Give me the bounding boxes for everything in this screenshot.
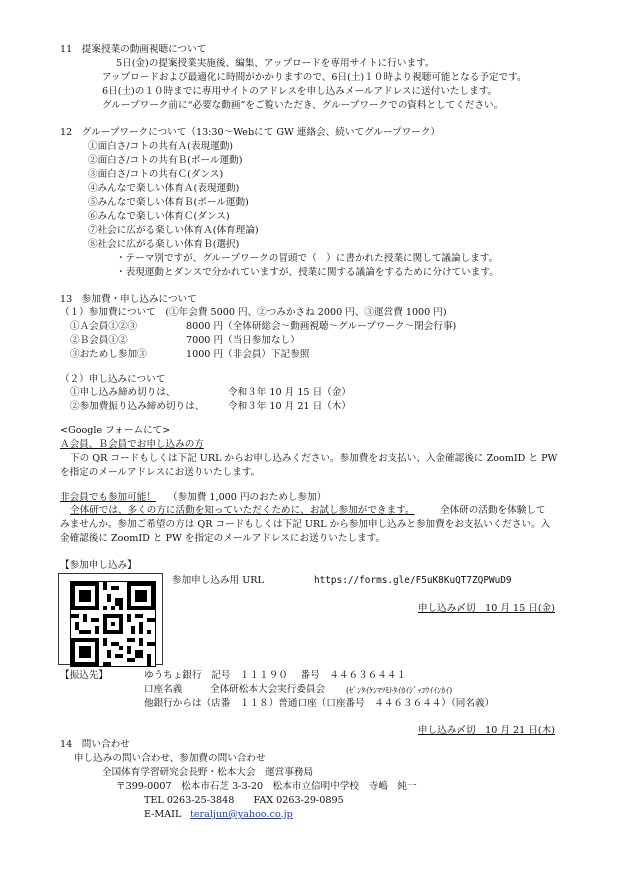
section-13-heading: 13 参加費・申し込みについて [60, 294, 197, 305]
group-note-1: ・テーマ別ですが、グループワークの冒頭で（ ）に書かれた授業に関して議論します。 [116, 253, 499, 264]
fee-row-value: 1000 円（非会員）下記参照 [186, 349, 310, 360]
ab-member-line-2: を指定のメールアドレスにお送りいたします。 [60, 467, 261, 478]
transfer-bank: ゆうちょ銀行 記号 １１１９０ 番号 ４４６３６４４１ [144, 670, 407, 681]
section-11-line-4: グループワーク前に“必要な動画”をご覧いただき、グループワークでの資料としてください。 [102, 100, 504, 111]
google-form-label: <Google フォームにて> [60, 425, 171, 436]
non-member-line-1-underlined: 全体研では、多くの方に活動を知っていただくために、お試し参加ができます。 [70, 505, 415, 516]
account-name-label: 口座名義 [144, 684, 183, 695]
account-name: 全体研松本大会実行委員会 [210, 684, 326, 695]
group-item: ⑧社会に広がる楽しい体育Ｂ(選択) [88, 239, 240, 250]
deadline-row-label: ①申し込み締め切りは、 [70, 387, 176, 398]
apply-url-label: 参加申し込み用 URL [172, 575, 264, 586]
non-member-line-2: みませんか。参加ご希望の方は QR コードもしくは下記 URL から参加申し込みと参加費をお支払いください。入 [60, 519, 551, 530]
section-14-heading: 14 問い合わせ [60, 739, 130, 750]
non-member-heading: 非会員でも参加可能！ [60, 492, 156, 503]
contact-email-link[interactable]: teraljun@yahoo.co.jp [190, 809, 293, 820]
group-item: ①面白さ/コトの共有Ａ(表現運動) [88, 141, 234, 152]
ab-member-line-1: 下の QR コードもしくは下記 URL からお申し込みください。参加費をお支払い、入金確認後に ZoomID と PW [70, 453, 558, 464]
fee-row-label: ①Ａ会員①②③ [70, 321, 138, 332]
group-item: ④みんなで楽しい体育Ａ(表現運動) [88, 183, 240, 194]
group-item: ⑥みんなで楽しい体育Ｃ(ダンス) [88, 211, 230, 222]
section-11-heading: 11 提案授業の動画視聴について [60, 44, 207, 55]
fee-title: （１）参加費について (①年会費 5000 円、②つみかさね 2000 円、③運営費 1000 円) [60, 307, 447, 318]
deadline-row-value: 令和３年 10 月 15 日（金） [228, 387, 351, 398]
fee-row-label: ③おためし参加③ [70, 349, 147, 360]
group-item: ⑦社会に広がる楽しい体育Ａ(体育理論) [88, 225, 259, 236]
deadline-row-value: 令和３年 10 月 21 日（木） [228, 401, 351, 412]
contact-address: 〒399-0007 松本市石芝 3-3-20 松本市立信明中学校 寺嶋 純一 [116, 781, 417, 792]
deadline-row-label: ②参加費振り込み締め切りは、 [70, 401, 205, 412]
group-item: ③面白さ/コトの共有Ｃ(ダンス) [88, 169, 224, 180]
group-note-2: ・表現運動とダンスで分かれていますが、授業に関する議論をするために分けています。 [116, 267, 499, 278]
apply-deadline: 申し込み〆切 10 月 15 日(金) [418, 603, 555, 614]
transfer-deadline: 申し込み〆切 10 月 21 日(木) [418, 725, 555, 736]
contact-email-label: E-MAIL [144, 809, 182, 820]
other-bank-info: 他銀行からは（店番 １１８）普通口座（口座番号 ４４６３６４４）（同名義） [144, 698, 495, 709]
non-member-line-3: 金確認後に ZoomID と PW を指定のメールアドレスにお送りいたします。 [60, 533, 386, 544]
fee-row-value: 8000 円（全体研総会～動画視聴～グループワーク～閉会行事) [186, 321, 457, 332]
transfer-label: 【振込先】 [60, 670, 108, 681]
section-11-line-3: 6日(土)の１０時までに専用サイトのアドレスを申し込みメールアドレスに送付いたします。 [102, 86, 498, 97]
apply-label: 【参加申し込み】 [60, 560, 137, 571]
non-member-heading-note: （参加費 1,000 円のおためし参加） [168, 492, 327, 503]
group-item: ⑤みんなで楽しい体育Ｂ(ボール運動) [88, 197, 249, 208]
contact-line-2: 全国体育学習研究会長野・松本大会 運営事務局 [102, 767, 314, 778]
fee-row-value: 7000 円（当日参加なし） [186, 335, 300, 346]
ab-member-heading: Ａ会員、Ｂ会員でお申し込みの方 [60, 439, 204, 450]
section-12-heading: 12 グループワークについて（13:30～Webにて GW 連絡会、続いてグループワーク） [60, 127, 441, 138]
section-11-line-2: アップロードおよび最適化に時間がかかりますので、6日(土)１０時より視聴可能となる予定です。 [102, 72, 527, 83]
apply-url-link[interactable]: https://forms.gle/F5uK8KuQT7ZQPWuD9 [314, 575, 512, 586]
contact-tel-fax: TEL 0263-25-3848 FAX 0263-29-0895 [144, 795, 344, 806]
section-11-line-1: 5日(金)の提案授業実施後、編集、アップロードを専用サイトに行います。 [116, 58, 435, 69]
account-name-kana: (ｾﾞﾝﾀｲｹﾝﾏﾂﾓﾄﾀｲｶｲｼﾞｯｺｳｲｲﾝｶｲ) [346, 686, 453, 695]
group-item: ②面白さ/コトの共有Ｂ(ボール運動) [88, 155, 243, 166]
qr-code-icon[interactable] [70, 581, 156, 667]
contact-line-1: 申し込みの問い合わせ、参加費の問い合わせ [74, 753, 266, 764]
non-member-line-1-rest: 全体研の活動を体験して [440, 505, 546, 516]
fee-row-label: ②Ｂ会員①② [70, 335, 128, 346]
deadline-title: （２）申し込みについて [60, 374, 166, 385]
